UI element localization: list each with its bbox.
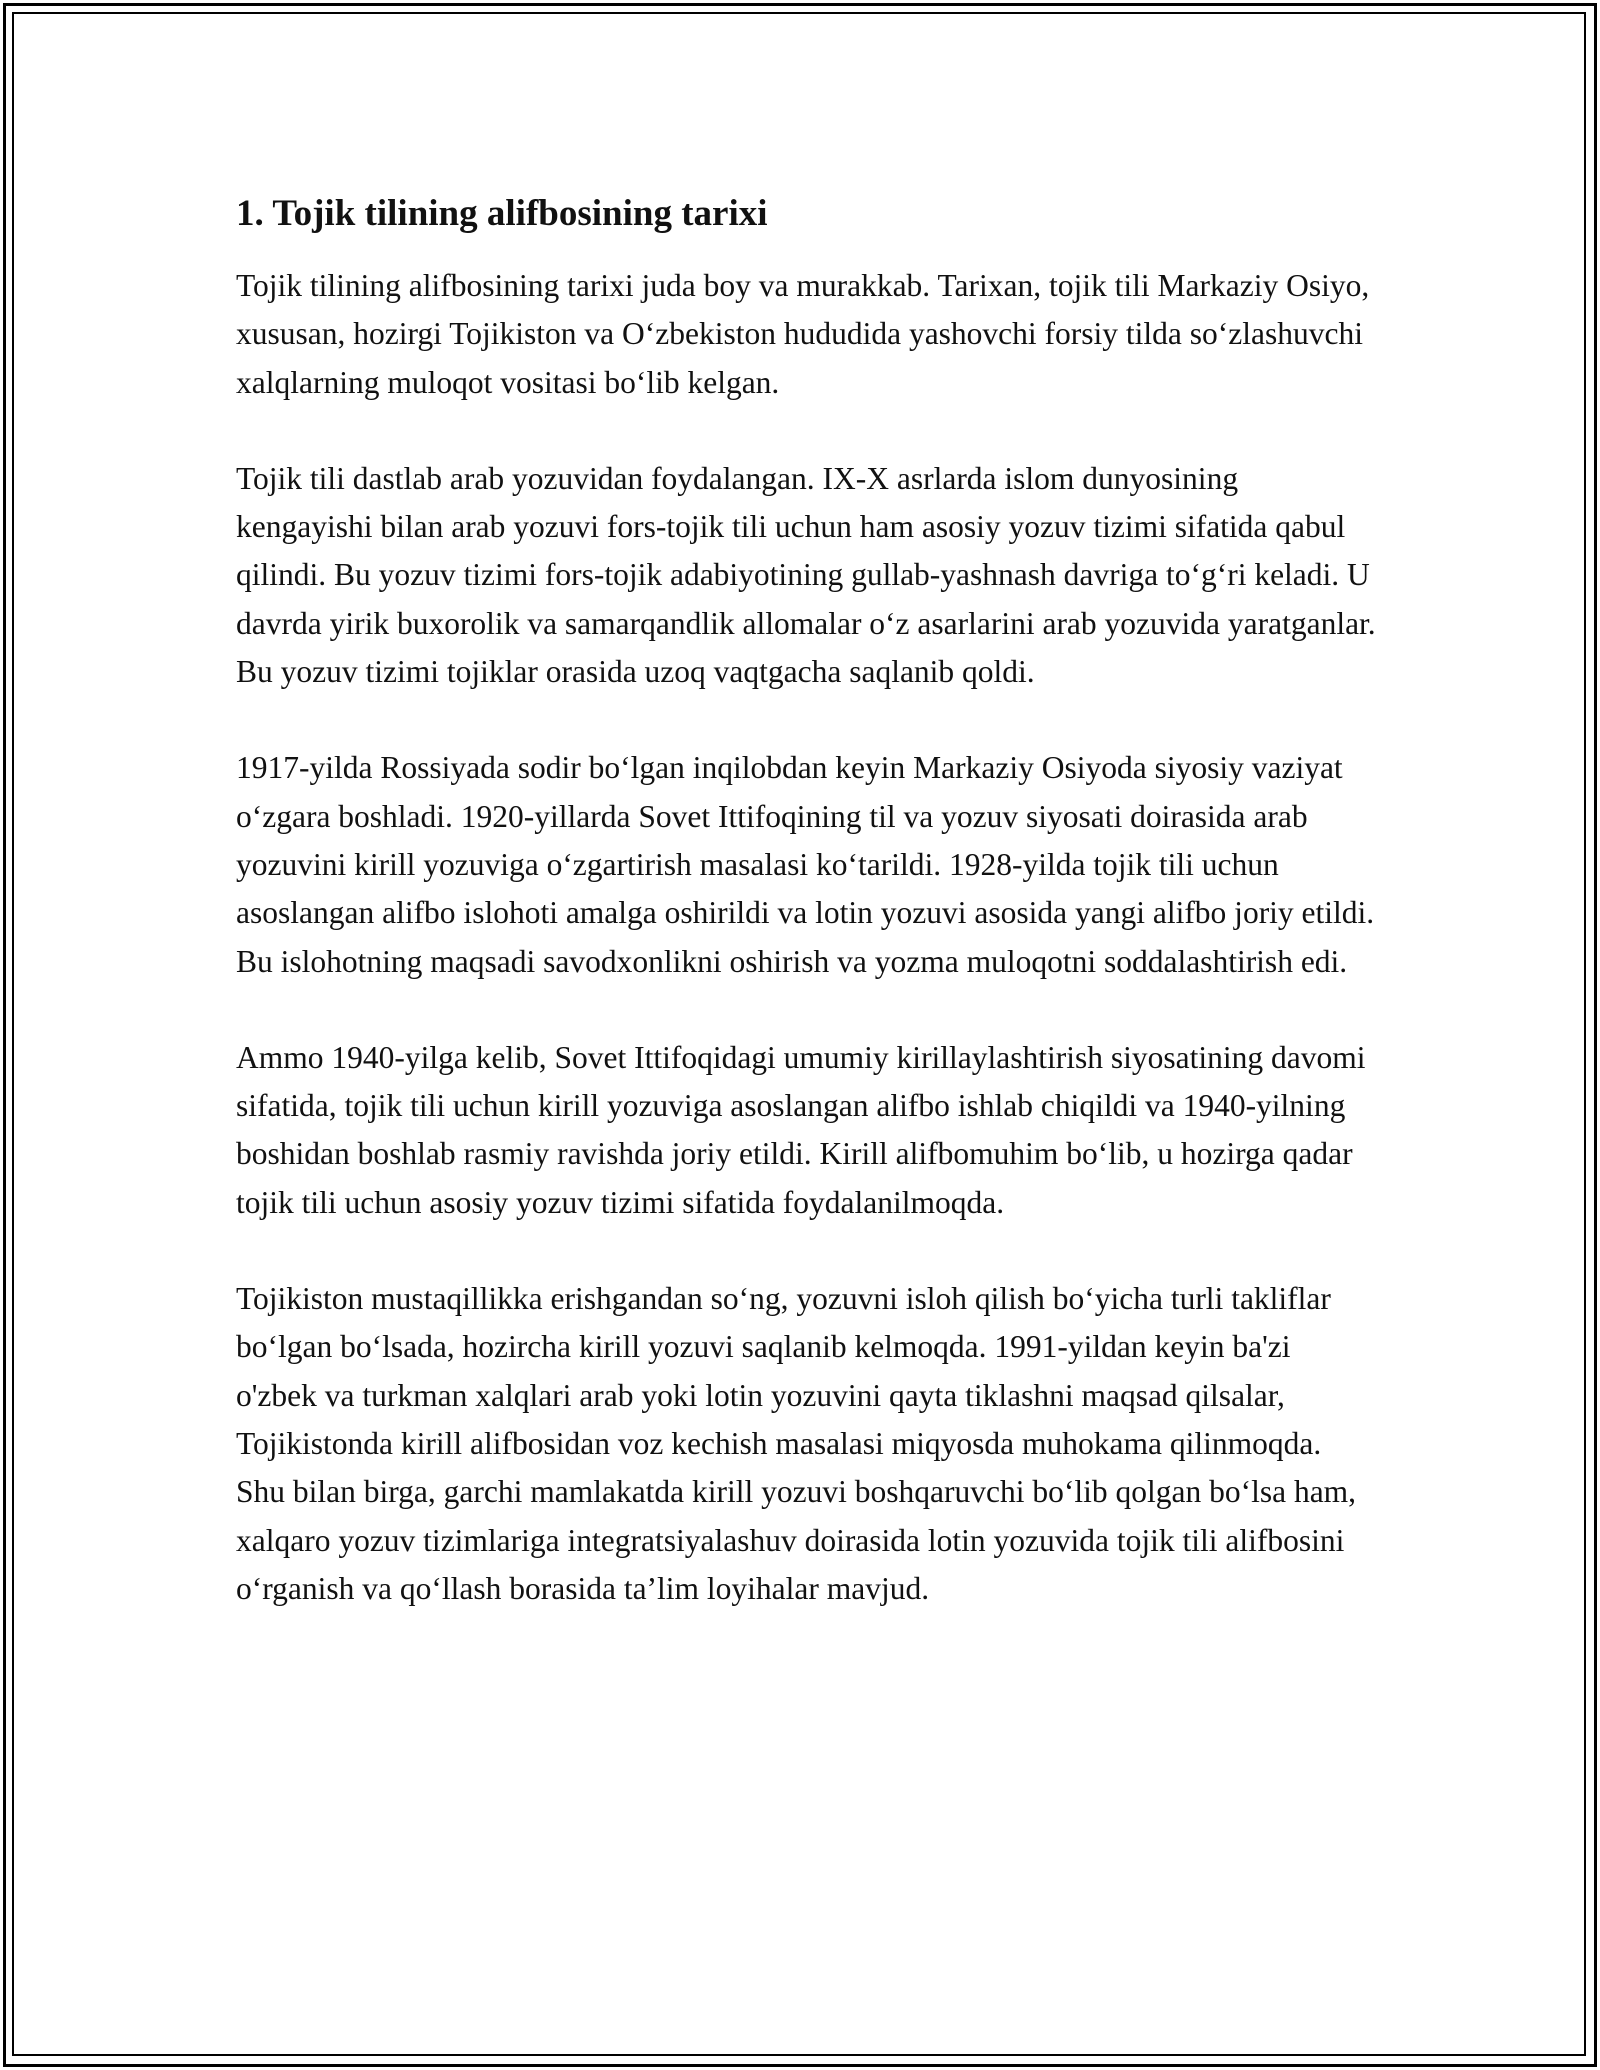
paragraph-4: Ammo 1940-yilga kelib, Sovet Ittifoqidagi umumiy kirillaylashtirish siyosatining davomi sifatida, tojik tili uchun kirill yozuviga asoslangan alifbo ishlab chiqildi va 1940-yilning boshidan boshlab rasmiy ravishda joriy etildi. Kirill alifbomuhim bo‘lib, u hozirga qadar tojik tili uchun asosiy yozuv tizimi sifatida foydalanilmoqda.	[236, 1039, 1366, 1220]
paragraph-2: Tojik tili dastlab arab yozuvidan foydalangan. IX-X asrlarda islom dunyosining kengayishi bilan arab yozuvi fors-tojik tili uchun ham asosiy yozuv tizimi sifatida qabul qilindi. Bu yozuv tizimi fors-tojik adabiyotining gullab-yashnash davriga to‘g‘ri keladi. U davrda yirik buxorolik va samarqandlik allomalar o‘z asarlarini arab yozuvida yaratganlar. Bu yozuv tizimi tojiklar orasida uzoq vaqtgacha saqlanib qoldi.	[236, 460, 1376, 690]
paragraph-5: Tojikiston mustaqillikka erishgandan so‘ng, yozuvni isloh qilish bo‘yicha turli takliflar bo‘lgan bo‘lsada, hozircha kirill yozuvi saqlanib kelmoqda. 1991-yildan keyin ba'zi o'zbek va turkman xalqlari arab yoki lotin yozuvini qayta tiklashni maqsad qilsalar, Tojikistonda kirill alifbosidan voz kechish masalasi miqyosda muhokama qilinmoqda. Shu bilan birga, garchi mamlakatda kirill yozuvi boshqaruvchi bo‘lib qolgan bo‘lsa ham, xalqaro yozuv tizimlariga integratsiyalashuv doirasida lotin yozuvida tojik tili alifbosini o‘rganish va qo‘llash borasida ta’lim loyihalar mavjud.	[236, 1281, 1357, 1606]
paragraph-3: 1917-yilda Rossiyada sodir bo‘lgan inqilobdan keyin Markaziy Osiyoda siyosiy vaziyat o‘zgara boshladi. 1920-yillarda Sovet Ittifoqining til va yozuv siyosati doirasida arab yozuvini kirill yozuviga o‘zgartirish masalasi ko‘tarildi. 1928-yilda tojik tili uchun asoslangan alifbo islohoti amalga oshirildi va lotin yozuvi asosida yangi alifbo joriy etildi. Bu islohotning maqsadi savodxonlikni oshirish va yozma muloqotni soddalashtirish edi.	[236, 750, 1375, 979]
document-body	[236, 186, 1376, 1661]
paragraph-1: Tojik tilining alifbosining tarixi juda boy va murakkab. Tarixan, tojik tili Markaziy Osiyo, xususan, hozirgi Tojikiston va O‘zbekiston hududida yashovchi forsiy tilda so‘zlashuvchi xalqlarning muloqot vositasi bo‘lib kelgan.	[236, 268, 1370, 400]
section-heading: 1. Tojik tilining alifbosining tarixi	[236, 193, 768, 234]
